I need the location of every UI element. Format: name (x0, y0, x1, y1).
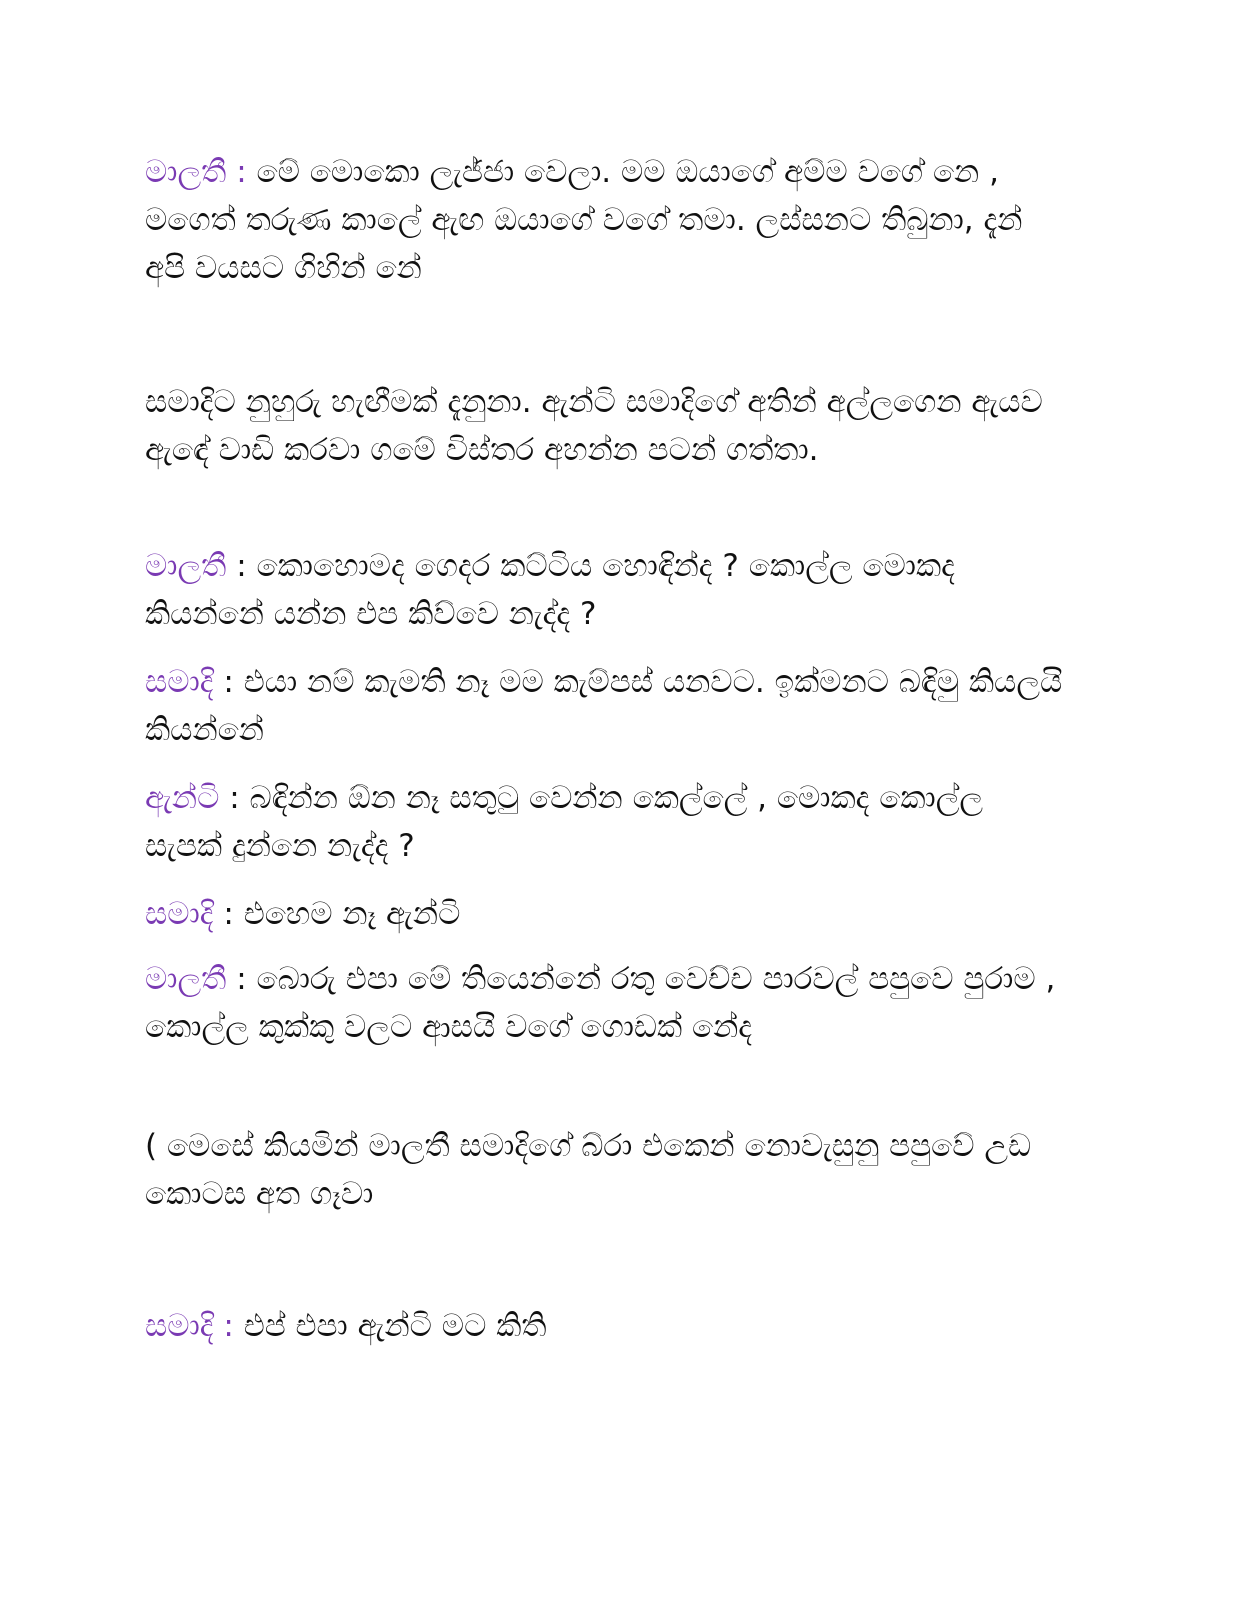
dialogue-text: බඳින්න ඕන නෑ සතුටු වෙන්න කෙල්ලේ , මොකද කොල්ල සැපක් දුන්නෙ නැද්ද ? (145, 780, 984, 865)
speaker-name: මාලතී (145, 548, 227, 584)
dialogue-paragraph (145, 1302, 1065, 1350)
dialogue-paragraph (145, 955, 1065, 1051)
speaker-colon: : (229, 780, 240, 816)
speaker-name: සමාදි (145, 896, 214, 932)
speaker-colon: : (236, 548, 247, 584)
speaker-colon: : (223, 896, 234, 932)
speaker-name: සමාදි (145, 664, 214, 700)
speaker-colon: : (236, 154, 247, 190)
dialogue-text: එප් එපා ඇන්ටි මට කිති (233, 1308, 547, 1344)
dialogue-text: කොහොමද ගෙදර කට්ටිය හොඳින්ද ? කොල්ල මොකද කියන්නේ යන්න එප කිව්වෙ නැද්ද ? (145, 548, 955, 633)
dialogue-paragraph (145, 774, 1065, 870)
dialogue-text: එහෙම නෑ ඇන්ටි (233, 896, 461, 932)
speaker-name: මාලතී (145, 961, 227, 997)
dialogue-paragraph (145, 148, 1065, 292)
dialogue-text: මේ මොකො ලැජ්ජා වෙලා. මම ඔයාගේ අම්ම වගේ නෙ , මගෙත් තරුණ කාලේ ඇඟ ඔයාගේ වගේ තමා. ලස්සනට තිබුනා, දැන් අපි වයසට ගිහින් නේ (145, 154, 1023, 287)
dialogue-text: බොරු එපා මේ තියෙන්නේ රතු වෙච්ච පාරවල් පපුවෙ පුරාම , කොල්ල කුක්කු වලට ආසයි වගේ ගොඩක් නේද (145, 961, 1056, 1046)
dialogue-paragraph (145, 542, 1065, 638)
dialogue-paragraph (145, 890, 1065, 938)
speaker-name: සමාදි (145, 1308, 214, 1344)
dialogue-text: එයා නම් කැමති නෑ මම කැම්පස් යනවට. ඉක්මනට බඳිමු කියලයි කියන්නේ (145, 664, 1063, 749)
narration-paragraph (145, 378, 1065, 474)
speaker-name: මාලතී (145, 154, 227, 190)
speaker-name: ඇන්ටි (145, 780, 220, 816)
speaker-colon: : (223, 1308, 234, 1344)
dialogue-paragraph (145, 658, 1065, 754)
narration-text: සමාදිට නුහුරු හැඟීමක් දැනුනා. ඇන්ටි සමාදිගේ අතින් අල්ලගෙන ඇයව ඇඳේ වාඩි කරවා ගමේ විස්තර අහන්න පටන් ගත්තා. (145, 384, 1043, 469)
narration-text: ( මෙසේ කියමින් මාලතී සමාදිගේ බ්රා එකෙන් නොවැසුනු පපුවේ උඩ කොටස අත ගෑවා (145, 1128, 1032, 1213)
speaker-colon: : (236, 961, 247, 997)
speaker-colon: : (223, 664, 234, 700)
narration-paragraph (145, 1122, 1065, 1218)
